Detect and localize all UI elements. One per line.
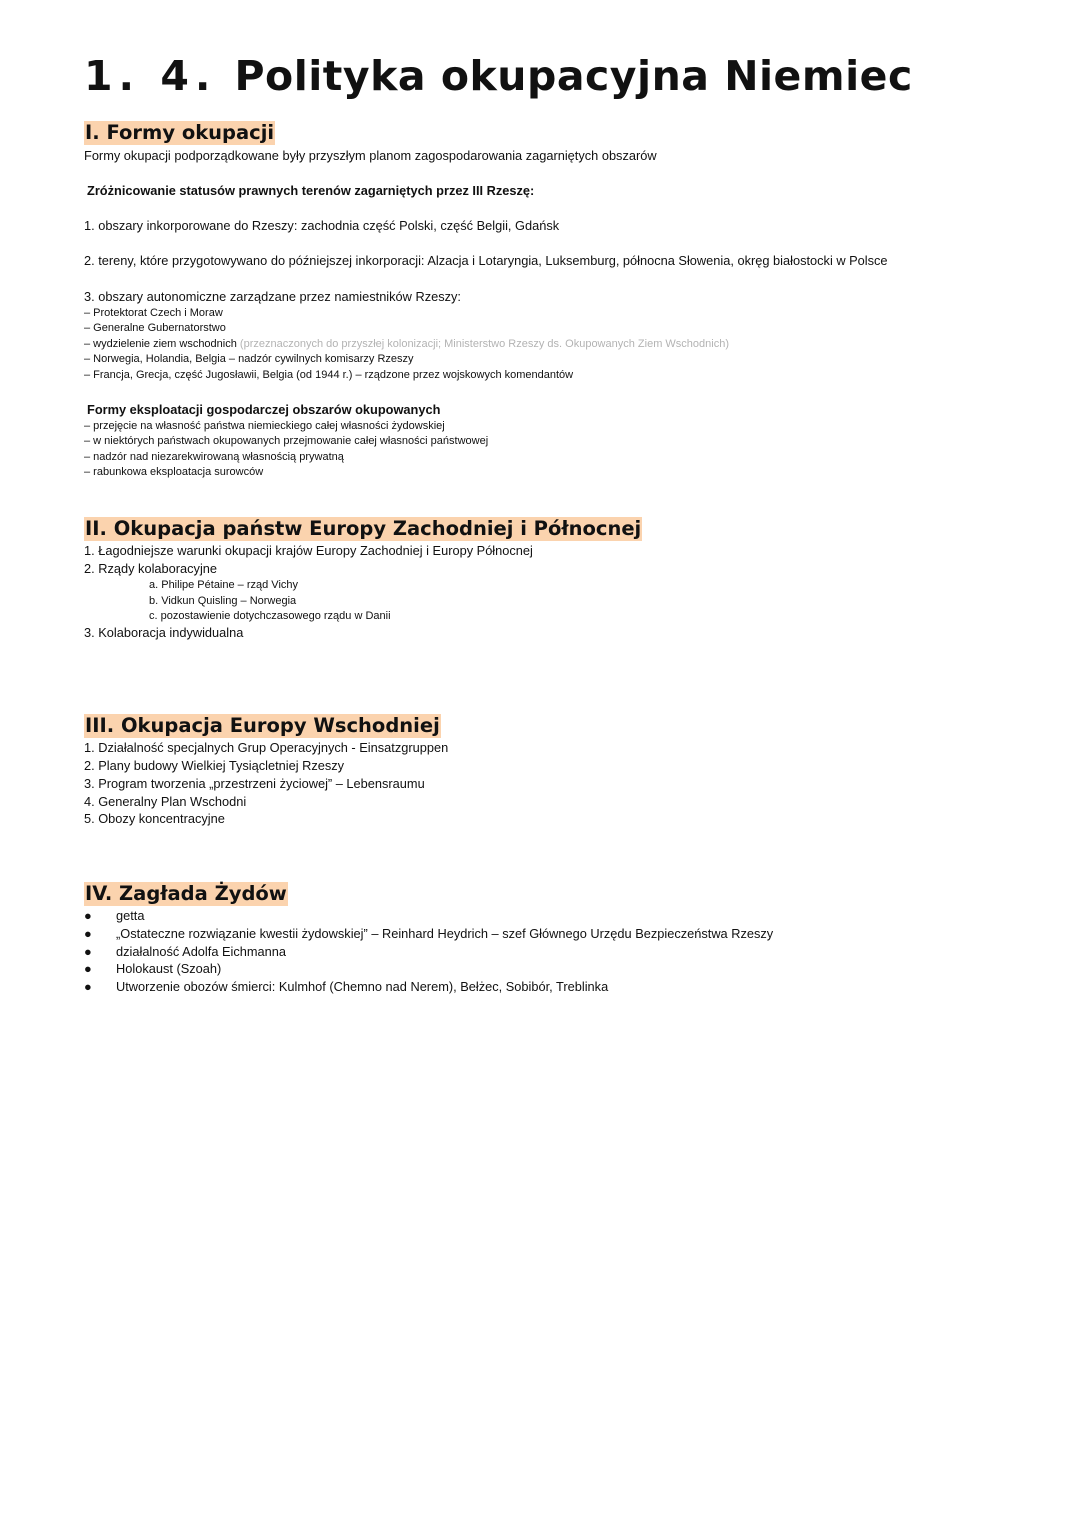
sublist-item-c [84,337,729,351]
sublist-item-c-text: – wydzielenie ziem wschodnich [84,338,237,350]
title-text: Polityka okupacyjna Niemiec [234,52,913,100]
section-3-item-5: 5. Obozy koncentracyjne [84,811,225,826]
section-3-item-2: 2. Plany budowy Wielkiej Tysiącletniej Rzeszy [84,758,345,773]
bullet-text: działalność Adolfa Eichmanna [116,944,287,959]
bullet-dot: ● [84,944,92,959]
exploitation-item-a: – przejęcie na własność państwa niemieckiego całej własności żydowskiej [84,420,445,432]
title-number: 1. 4. [84,52,217,100]
section-3-item-4: 4. Generalny Plan Wschodni [84,794,247,809]
section-2-sub-b: b. Vidkun Quisling – Norwegia [149,595,297,607]
exploitation-item-b: – w niektórych państwach okupowanych przejmowanie całej własności państwowej [84,435,489,447]
section-1-item-2: 2. tereny, które przygotowywano do późniejszej inkorporacji: Alzacja i Lotaryngia, Luksemburg, północna Słowenia, okręg białostocki w Polsce [84,253,888,268]
section-4-bullet-5 [84,979,608,995]
page-title [84,52,913,100]
sublist-item-c-note: (przeznaczonych do przyszłej kolonizacji; Ministerstwo Rzeszy ds. Okupowanych Ziem Wschodnich) [239,338,729,350]
section-4-bullet-2 [84,926,773,942]
sublist-item-e: – Francja, Grecja, część Jugosławii, Belgia (od 1944 r.) – rządzone przez wojskowych komendantów [84,369,574,381]
exploitation-item-d: – rabunkowa eksploatacja surowców [84,466,264,478]
sublist-item-b: – Generalne Gubernatorstwo [84,322,226,334]
bullet-dot: ● [84,926,92,941]
section-1-subheading-exploitation: Formy eksploatacji gospodarczej obszarów okupowanych [87,402,441,417]
section-4-bullet-1 [84,908,144,924]
section-2-item-3: 3. Kolaboracja indywidualna [84,625,244,640]
section-2-heading: II. Okupacja państw Europy Zachodniej i Północnej [85,517,642,540]
section-3-item-3: 3. Program tworzenia „przestrzeni życiowej” – Lebensraumu [84,776,425,791]
section-3-heading: III. Okupacja Europy Wschodniej [85,714,440,737]
sublist-item-a: – Protektorat Czech i Moraw [84,307,223,319]
section-1-intro: Formy okupacji podporządkowane były przyszłym planom zagospodarowania zagarniętych obszarów [84,148,657,163]
section-1-heading: I. Formy okupacji [85,121,275,144]
bullet-dot: ● [84,961,92,976]
bullet-text: Holokaust (Szoah) [116,961,222,976]
bullet-dot: ● [84,908,92,923]
bullet-text: „Ostateczne rozwiązanie kwestii żydowskiej” – Reinhard Heydrich – szef Głównego Urzędu Bezpieczeństwa Rzeszy [116,926,774,941]
bullet-text: getta [116,908,145,923]
section-3-item-1: 1. Działalność specjalnych Grup Operacyjnych - Einsatzgruppen [84,740,449,755]
section-2-sub-a: a. Philipe Pétaine – rząd Vichy [149,579,298,591]
section-2-item-2: 2. Rządy kolaboracyjne [84,561,218,576]
section-1-item-3: 3. obszary autonomiczne zarządzane przez namiestników Rzeszy: [84,289,461,304]
section-1-subheading-status: Zróżnicowanie statusów prawnych terenów zagarniętych przez III Rzeszę: [87,183,535,198]
exploitation-item-c: – nadzór nad niezarekwirowaną własnością prywatną [84,451,344,463]
section-2-sub-c: c. pozostawienie dotychczasowego rządu w Danii [149,610,391,622]
section-2-item-1: 1. Łagodniejsze warunki okupacji krajów Europy Zachodniej i Europy Północnej [84,543,533,558]
section-1-item-1: 1. obszary inkorporowane do Rzeszy: zachodnia część Polski, część Belgii, Gdańsk [84,218,560,233]
section-4-heading: IV. Zagłada Żydów [85,882,287,905]
bullet-text: Utworzenie obozów śmierci: Kulmhof (Chemno nad Nerem), Bełżec, Sobibór, Treblinka [116,979,609,994]
section-4-bullet-3 [84,944,286,960]
section-4-bullet-4 [84,961,221,977]
sublist-item-d: – Norwegia, Holandia, Belgia – nadzór cywilnych komisarzy Rzeszy [84,353,414,365]
bullet-dot: ● [84,979,92,994]
